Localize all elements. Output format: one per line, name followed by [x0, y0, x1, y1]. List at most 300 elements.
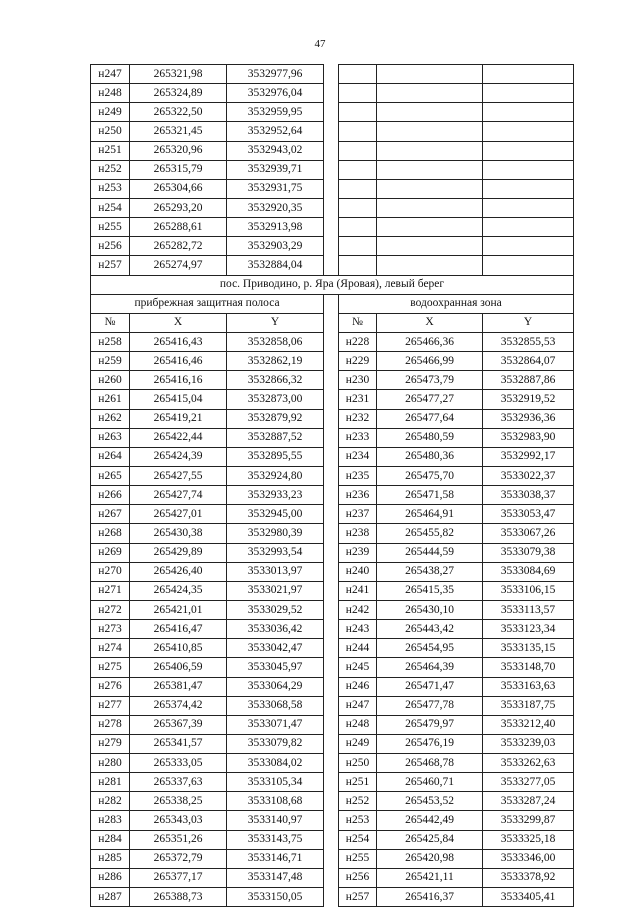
empty-cell: [339, 122, 377, 141]
y-coordinate: 3533346,00: [483, 849, 574, 868]
table-row: [91, 639, 574, 658]
column-gap: [324, 696, 339, 715]
point-id: н270: [91, 562, 130, 581]
point-id: н241: [339, 581, 377, 600]
x-coordinate: 265341,57: [130, 734, 227, 753]
right-zone-heading: водоохранная зона: [339, 294, 574, 313]
y-coordinate: 3533150,05: [227, 888, 324, 907]
y-coordinate: 3533187,75: [483, 696, 574, 715]
point-id: н278: [91, 715, 130, 734]
column-gap: [324, 294, 339, 313]
empty-cell: [339, 65, 377, 84]
y-coordinate: 3533405,41: [483, 888, 574, 907]
y-coordinate: 3532913,98: [227, 218, 324, 237]
column-gap: [324, 581, 339, 600]
x-coordinate: 265442,49: [377, 811, 483, 830]
point-id: н242: [339, 600, 377, 619]
empty-cell: [483, 218, 574, 237]
empty-cell: [339, 256, 377, 275]
y-coordinate: 3533045,97: [227, 658, 324, 677]
y-coordinate: 3533106,15: [483, 581, 574, 600]
y-coordinate: 3533084,69: [483, 562, 574, 581]
y-coordinate: 3533042,47: [227, 639, 324, 658]
x-coordinate: 265454,95: [377, 639, 483, 658]
column-gap: [324, 754, 339, 773]
y-coordinate: 3533212,40: [483, 715, 574, 734]
point-id: н255: [339, 849, 377, 868]
column-gap: [324, 352, 339, 371]
column-gap: [324, 428, 339, 447]
point-id: н276: [91, 677, 130, 696]
zone-heading-row: [91, 294, 574, 313]
x-coordinate: 265415,04: [130, 390, 227, 409]
table-row: [91, 122, 574, 141]
x-coordinate: 265479,97: [377, 715, 483, 734]
y-coordinate: 3533038,37: [483, 486, 574, 505]
y-coordinate: 3532939,71: [227, 160, 324, 179]
empty-cell: [377, 122, 483, 141]
point-id: н231: [339, 390, 377, 409]
x-coordinate: 265438,27: [377, 562, 483, 581]
y-coordinate: 3533036,42: [227, 620, 324, 639]
x-coordinate: 265426,40: [130, 562, 227, 581]
point-id: н252: [91, 160, 130, 179]
x-coordinate: 265477,64: [377, 409, 483, 428]
y-coordinate: 3533135,15: [483, 639, 574, 658]
point-id: н256: [91, 237, 130, 256]
column-gap: [324, 600, 339, 619]
y-coordinate: 3533277,05: [483, 773, 574, 792]
point-id: н248: [91, 84, 130, 103]
column-header-row: [91, 313, 574, 332]
coordinates-table-body: [91, 65, 574, 907]
column-header: №: [339, 313, 377, 332]
y-coordinate: 3533262,63: [483, 754, 574, 773]
y-coordinate: 3532920,35: [227, 198, 324, 217]
x-coordinate: 265425,84: [377, 830, 483, 849]
empty-cell: [483, 160, 574, 179]
y-coordinate: 3533022,37: [483, 466, 574, 485]
table-row: [91, 715, 574, 734]
point-id: н261: [91, 390, 130, 409]
column-gap: [324, 811, 339, 830]
y-coordinate: 3533148,70: [483, 658, 574, 677]
point-id: н234: [339, 447, 377, 466]
x-coordinate: 265444,59: [377, 543, 483, 562]
point-id: н286: [91, 868, 130, 887]
point-id: н249: [91, 103, 130, 122]
table-row: [91, 849, 574, 868]
y-coordinate: 3533123,34: [483, 620, 574, 639]
point-id: н268: [91, 524, 130, 543]
column-header: Y: [483, 313, 574, 332]
table-row: [91, 658, 574, 677]
empty-cell: [483, 237, 574, 256]
empty-cell: [483, 179, 574, 198]
y-coordinate: 3533108,68: [227, 792, 324, 811]
y-coordinate: 3533239,03: [483, 734, 574, 753]
table-row: [91, 696, 574, 715]
empty-cell: [377, 198, 483, 217]
y-coordinate: 3533068,58: [227, 696, 324, 715]
point-id: н256: [339, 868, 377, 887]
column-gap: [324, 658, 339, 677]
y-coordinate: 3532887,86: [483, 371, 574, 390]
column-gap: [324, 409, 339, 428]
x-coordinate: 265416,37: [377, 888, 483, 907]
point-id: н267: [91, 505, 130, 524]
y-coordinate: 3532936,36: [483, 409, 574, 428]
table-row: [91, 830, 574, 849]
x-coordinate: 265466,36: [377, 332, 483, 351]
x-coordinate: 265343,03: [130, 811, 227, 830]
empty-cell: [377, 84, 483, 103]
y-coordinate: 3532873,00: [227, 390, 324, 409]
column-gap: [324, 830, 339, 849]
y-coordinate: 3532983,90: [483, 428, 574, 447]
y-coordinate: 3533079,82: [227, 734, 324, 753]
table-row: [91, 524, 574, 543]
point-id: н258: [91, 332, 130, 351]
empty-cell: [339, 84, 377, 103]
point-id: н273: [91, 620, 130, 639]
x-coordinate: 265466,99: [377, 352, 483, 371]
table-row: [91, 447, 574, 466]
point-id: н243: [339, 620, 377, 639]
x-coordinate: 265416,46: [130, 352, 227, 371]
column-gap: [324, 639, 339, 658]
x-coordinate: 265422,44: [130, 428, 227, 447]
page-number: 47: [314, 38, 326, 50]
empty-cell: [483, 103, 574, 122]
y-coordinate: 3533021,97: [227, 581, 324, 600]
point-id: н232: [339, 409, 377, 428]
column-gap: [324, 505, 339, 524]
y-coordinate: 3533071,47: [227, 715, 324, 734]
y-coordinate: 3532992,17: [483, 447, 574, 466]
table-row: [91, 466, 574, 485]
empty-cell: [483, 122, 574, 141]
table-row: [91, 811, 574, 830]
table-row: [91, 141, 574, 160]
y-coordinate: 3533053,47: [483, 505, 574, 524]
table-row: [91, 218, 574, 237]
x-coordinate: 265421,01: [130, 600, 227, 619]
column-gap: [324, 218, 339, 237]
x-coordinate: 265337,63: [130, 773, 227, 792]
table-row: [91, 868, 574, 887]
empty-cell: [339, 103, 377, 122]
x-coordinate: 265293,20: [130, 198, 227, 217]
y-coordinate: 3533378,92: [483, 868, 574, 887]
column-gap: [324, 792, 339, 811]
point-id: н238: [339, 524, 377, 543]
column-gap: [324, 620, 339, 639]
empty-cell: [483, 198, 574, 217]
column-gap: [324, 868, 339, 887]
point-id: н255: [91, 218, 130, 237]
column-gap: [324, 65, 339, 84]
column-gap: [324, 256, 339, 275]
x-coordinate: 265377,17: [130, 868, 227, 887]
table-row: [91, 543, 574, 562]
empty-cell: [339, 179, 377, 198]
x-coordinate: 265288,61: [130, 218, 227, 237]
x-coordinate: 265443,42: [377, 620, 483, 639]
column-header: №: [91, 313, 130, 332]
empty-cell: [339, 160, 377, 179]
y-coordinate: 3532977,96: [227, 65, 324, 84]
empty-cell: [377, 160, 483, 179]
point-id: н274: [91, 639, 130, 658]
point-id: н253: [91, 179, 130, 198]
x-coordinate: 265304,66: [130, 179, 227, 198]
x-coordinate: 265460,71: [377, 773, 483, 792]
y-coordinate: 3533299,87: [483, 811, 574, 830]
table-row: [91, 773, 574, 792]
y-coordinate: 3532855,53: [483, 332, 574, 351]
x-coordinate: 265471,58: [377, 486, 483, 505]
column-gap: [324, 160, 339, 179]
table-row: [91, 65, 574, 84]
y-coordinate: 3532895,55: [227, 447, 324, 466]
empty-cell: [377, 65, 483, 84]
x-coordinate: 265322,50: [130, 103, 227, 122]
x-coordinate: 265477,78: [377, 696, 483, 715]
y-coordinate: 3532884,04: [227, 256, 324, 275]
section-title-row: [91, 275, 574, 294]
point-id: н282: [91, 792, 130, 811]
point-id: н230: [339, 371, 377, 390]
column-gap: [324, 486, 339, 505]
x-coordinate: 265427,55: [130, 466, 227, 485]
y-coordinate: 3533325,18: [483, 830, 574, 849]
left-zone-heading: прибрежная защитная полоса: [91, 294, 324, 313]
x-coordinate: 265480,59: [377, 428, 483, 447]
point-id: н262: [91, 409, 130, 428]
column-gap: [324, 122, 339, 141]
empty-cell: [377, 218, 483, 237]
x-coordinate: 265372,79: [130, 849, 227, 868]
y-coordinate: 3532866,32: [227, 371, 324, 390]
empty-cell: [377, 141, 483, 160]
point-id: н281: [91, 773, 130, 792]
table-row: [91, 160, 574, 179]
point-id: н239: [339, 543, 377, 562]
column-gap: [324, 371, 339, 390]
table-row: [91, 179, 574, 198]
column-gap: [324, 237, 339, 256]
y-coordinate: 3533146,71: [227, 849, 324, 868]
x-coordinate: 265464,39: [377, 658, 483, 677]
column-gap: [324, 715, 339, 734]
table-row: [91, 332, 574, 351]
column-header: X: [130, 313, 227, 332]
y-coordinate: 3532945,00: [227, 505, 324, 524]
point-id: н247: [339, 696, 377, 715]
table-row: [91, 198, 574, 217]
y-coordinate: 3532931,75: [227, 179, 324, 198]
y-coordinate: 3532993,54: [227, 543, 324, 562]
x-coordinate: 265473,79: [377, 371, 483, 390]
column-gap: [324, 103, 339, 122]
point-id: н264: [91, 447, 130, 466]
point-id: н249: [339, 734, 377, 753]
table-row: [91, 237, 574, 256]
table-row: [91, 390, 574, 409]
column-header: Y: [227, 313, 324, 332]
point-id: н254: [339, 830, 377, 849]
x-coordinate: 265367,39: [130, 715, 227, 734]
point-id: н280: [91, 754, 130, 773]
table-row: [91, 754, 574, 773]
y-coordinate: 3532879,92: [227, 409, 324, 428]
point-id: н257: [91, 256, 130, 275]
table-row: [91, 562, 574, 581]
x-coordinate: 265468,78: [377, 754, 483, 773]
point-id: н277: [91, 696, 130, 715]
y-coordinate: 3533029,52: [227, 600, 324, 619]
x-coordinate: 265429,89: [130, 543, 227, 562]
point-id: н228: [339, 332, 377, 351]
y-coordinate: 3532864,07: [483, 352, 574, 371]
x-coordinate: 265338,25: [130, 792, 227, 811]
column-gap: [324, 179, 339, 198]
y-coordinate: 3532959,95: [227, 103, 324, 122]
point-id: н287: [91, 888, 130, 907]
x-coordinate: 265333,05: [130, 754, 227, 773]
y-coordinate: 3533013,97: [227, 562, 324, 581]
y-coordinate: 3533064,29: [227, 677, 324, 696]
x-coordinate: 265351,26: [130, 830, 227, 849]
x-coordinate: 265274,97: [130, 256, 227, 275]
column-gap: [324, 524, 339, 543]
table-row: [91, 734, 574, 753]
x-coordinate: 265419,21: [130, 409, 227, 428]
x-coordinate: 265381,47: [130, 677, 227, 696]
x-coordinate: 265406,59: [130, 658, 227, 677]
point-id: н265: [91, 466, 130, 485]
table-row: [91, 352, 574, 371]
table-row: [91, 505, 574, 524]
x-coordinate: 265388,73: [130, 888, 227, 907]
table-row: [91, 620, 574, 639]
x-coordinate: 265455,82: [377, 524, 483, 543]
point-id: н240: [339, 562, 377, 581]
column-gap: [324, 313, 339, 332]
point-id: н247: [91, 65, 130, 84]
x-coordinate: 265315,79: [130, 160, 227, 179]
empty-cell: [483, 141, 574, 160]
column-gap: [324, 466, 339, 485]
empty-cell: [483, 65, 574, 84]
x-coordinate: 265424,35: [130, 581, 227, 600]
point-id: н251: [91, 141, 130, 160]
y-coordinate: 3533105,34: [227, 773, 324, 792]
point-id: н259: [91, 352, 130, 371]
x-coordinate: 265427,01: [130, 505, 227, 524]
x-coordinate: 265464,91: [377, 505, 483, 524]
x-coordinate: 265471,47: [377, 677, 483, 696]
x-coordinate: 265430,10: [377, 600, 483, 619]
column-gap: [324, 390, 339, 409]
x-coordinate: 265475,70: [377, 466, 483, 485]
column-gap: [324, 677, 339, 696]
table-row: [91, 581, 574, 600]
point-id: н260: [91, 371, 130, 390]
section-title: пос. Приводино, р. Яра (Яровая), левый берег: [91, 275, 574, 294]
point-id: н253: [339, 811, 377, 830]
point-id: н236: [339, 486, 377, 505]
x-coordinate: 265410,85: [130, 639, 227, 658]
empty-cell: [339, 237, 377, 256]
table-row: [91, 486, 574, 505]
point-id: н272: [91, 600, 130, 619]
y-coordinate: 3533113,57: [483, 600, 574, 619]
table-row: [91, 371, 574, 390]
point-id: н275: [91, 658, 130, 677]
y-coordinate: 3532952,64: [227, 122, 324, 141]
y-coordinate: 3533147,48: [227, 868, 324, 887]
point-id: н285: [91, 849, 130, 868]
x-coordinate: 265424,39: [130, 447, 227, 466]
y-coordinate: 3533084,02: [227, 754, 324, 773]
column-gap: [324, 773, 339, 792]
empty-cell: [377, 256, 483, 275]
x-coordinate: 265420,98: [377, 849, 483, 868]
x-coordinate: 265415,35: [377, 581, 483, 600]
x-coordinate: 265430,38: [130, 524, 227, 543]
column-gap: [324, 84, 339, 103]
point-id: н235: [339, 466, 377, 485]
empty-cell: [377, 179, 483, 198]
y-coordinate: 3532858,06: [227, 332, 324, 351]
point-id: н257: [339, 888, 377, 907]
column-gap: [324, 198, 339, 217]
empty-cell: [377, 103, 483, 122]
y-coordinate: 3532903,29: [227, 237, 324, 256]
column-gap: [324, 734, 339, 753]
table-row: [91, 677, 574, 696]
x-coordinate: 265480,36: [377, 447, 483, 466]
empty-cell: [483, 256, 574, 275]
point-id: н269: [91, 543, 130, 562]
point-id: н233: [339, 428, 377, 447]
column-header: X: [377, 313, 483, 332]
point-id: н279: [91, 734, 130, 753]
y-coordinate: 3533067,26: [483, 524, 574, 543]
y-coordinate: 3533163,63: [483, 677, 574, 696]
point-id: н250: [91, 122, 130, 141]
y-coordinate: 3533079,38: [483, 543, 574, 562]
point-id: н284: [91, 830, 130, 849]
point-id: н283: [91, 811, 130, 830]
point-id: н251: [339, 773, 377, 792]
table-row: [91, 888, 574, 907]
y-coordinate: 3532933,23: [227, 486, 324, 505]
point-id: н248: [339, 715, 377, 734]
empty-cell: [377, 237, 483, 256]
point-id: н237: [339, 505, 377, 524]
x-coordinate: 265453,52: [377, 792, 483, 811]
column-gap: [324, 332, 339, 351]
y-coordinate: 3532980,39: [227, 524, 324, 543]
x-coordinate: 265321,45: [130, 122, 227, 141]
x-coordinate: 265321,98: [130, 65, 227, 84]
column-gap: [324, 141, 339, 160]
point-id: н266: [91, 486, 130, 505]
point-id: н271: [91, 581, 130, 600]
